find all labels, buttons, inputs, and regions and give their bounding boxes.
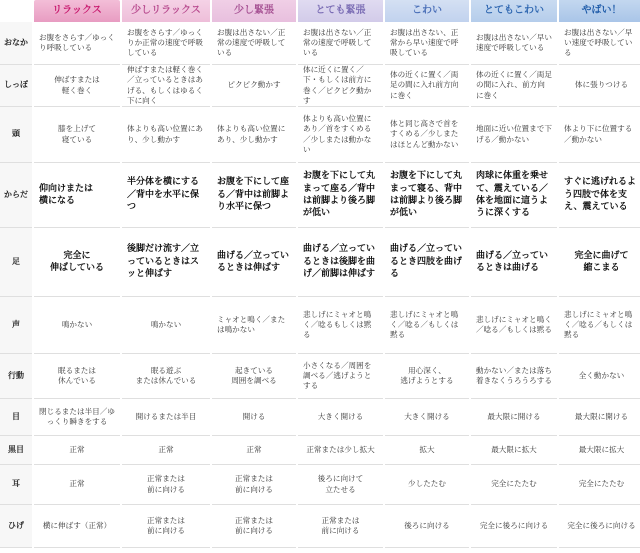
table-cell bbox=[212, 228, 296, 297]
cell-text: 眠るまたは 休んでいる bbox=[58, 365, 96, 385]
table-cell bbox=[559, 436, 640, 465]
cell-text: 体に近くに置く／下・もしくは前方に巻く／ピクピク動かす bbox=[303, 65, 372, 105]
cell-text: 伸ばすまたは 軽く巻く bbox=[54, 75, 100, 95]
table-cell bbox=[34, 354, 120, 399]
table-cell bbox=[298, 297, 383, 354]
cell-text: お腹をさらす／ゆっくりか正常の速度で呼吸している bbox=[127, 27, 203, 57]
table-cell bbox=[471, 354, 557, 399]
table-cell bbox=[212, 22, 296, 65]
column-header: 少しリラックス bbox=[122, 0, 210, 22]
table-cell bbox=[34, 22, 120, 65]
cell-text: 悲しげにミャオと鳴く／唸る／もしくは黙る bbox=[564, 309, 633, 339]
row-header: 行動 bbox=[0, 354, 32, 399]
column-header: やばい！ bbox=[559, 0, 640, 22]
cell-text: 正常または 前に向ける bbox=[235, 515, 273, 535]
row-header: 耳 bbox=[0, 465, 32, 505]
cell-text: 正常 bbox=[69, 479, 85, 489]
cell-text: 少したたむ bbox=[408, 479, 446, 489]
cell-text: 最大限に拡大 bbox=[491, 444, 537, 454]
cell-text: お腹は出さない／早い速度で呼吸している bbox=[564, 27, 633, 57]
cell-text: お腹を下にして座る／背中は前脚より水平に保つ bbox=[217, 177, 290, 213]
cell-text: お腹は出さない／正常の速度で呼吸している bbox=[303, 27, 372, 57]
cell-text: 鳴かない bbox=[150, 319, 182, 329]
cell-text: 閉じるまたは半目／ゆっくり瞬きをする bbox=[39, 406, 115, 426]
table-cell bbox=[122, 107, 210, 163]
row-header: おなか bbox=[0, 22, 32, 65]
table-cell bbox=[212, 399, 296, 436]
cell-text: 後ろに向けて 立たせる bbox=[317, 474, 364, 494]
cell-text: 曲げる／立っているときは曲げる bbox=[476, 250, 549, 273]
table-cell bbox=[471, 465, 557, 505]
table-cell bbox=[298, 228, 383, 297]
table-cell bbox=[471, 65, 557, 107]
table-cell bbox=[298, 399, 383, 436]
column-header: こわい bbox=[385, 0, 469, 22]
cell-text: 動かない／または落ち着きなくうろうろする bbox=[476, 365, 552, 385]
table-cell bbox=[471, 228, 557, 297]
row-header: 頭 bbox=[0, 107, 32, 163]
table-cell bbox=[471, 505, 557, 548]
cell-text: 正常または少し拡大 bbox=[306, 444, 375, 454]
table-cell bbox=[559, 465, 640, 505]
table-cell bbox=[212, 297, 296, 354]
cell-text: 眠る遊ぶ または休んでいる bbox=[135, 365, 197, 385]
cell-text: お腹を下にして丸まって座る／背中は前脚より後ろ脚が低い bbox=[303, 171, 376, 219]
table-cell bbox=[385, 228, 469, 297]
cell-text: 正常または 前に向ける bbox=[147, 474, 185, 494]
table-cell bbox=[34, 399, 120, 436]
table-cell bbox=[385, 465, 469, 505]
cell-text: すぐに逃げれるよう四肢で体を支え、震えている bbox=[564, 177, 637, 213]
cell-text: 伸ばすまたは軽く巻く／立っているときはあげる、もしくはゆるく下に向く bbox=[127, 65, 203, 105]
row-header: ひげ bbox=[0, 505, 32, 548]
row-header: 足 bbox=[0, 228, 32, 297]
cell-text: 拡大 bbox=[419, 444, 435, 454]
table-cell bbox=[471, 107, 557, 163]
table-cell bbox=[122, 228, 210, 297]
row-header: 黒目 bbox=[0, 436, 32, 465]
table-cell bbox=[34, 465, 120, 505]
table-cell bbox=[122, 354, 210, 399]
table-cell bbox=[122, 399, 210, 436]
table-cell bbox=[298, 22, 383, 65]
cell-text: 開ける bbox=[242, 411, 266, 421]
cell-text: 体よりも高い位置にあり、少し動かす bbox=[217, 124, 286, 144]
cell-text: 体と同じ高さで首をすくめる／少しまたはほとんど動かない bbox=[390, 119, 459, 149]
cell-text: お腹を下にして丸まって寝る、背中は前脚より後ろ脚が低い bbox=[390, 171, 463, 219]
row-header: 声 bbox=[0, 297, 32, 354]
column-header: リラックス bbox=[34, 0, 120, 22]
table-cell bbox=[559, 399, 640, 436]
table-cell bbox=[471, 399, 557, 436]
cell-text: 正常 bbox=[246, 444, 262, 454]
table-cell bbox=[34, 228, 120, 297]
cell-text: 正常 bbox=[158, 444, 174, 454]
table-cell bbox=[34, 107, 120, 163]
cell-text: 小さくなる／周囲を調べる／逃げようとする bbox=[303, 360, 372, 390]
table-cell bbox=[122, 163, 210, 228]
cell-text: 最大限に開ける bbox=[574, 411, 629, 421]
table-cell bbox=[122, 505, 210, 548]
cell-text: 全く動かない bbox=[578, 370, 625, 380]
row-header: 目 bbox=[0, 399, 32, 436]
table-cell bbox=[298, 465, 383, 505]
table-cell bbox=[34, 297, 120, 354]
cell-text: 正常または 前に向ける bbox=[147, 515, 185, 535]
table-corner bbox=[0, 0, 32, 22]
cell-text: 体の近くに置く／両足の間に入れ前方向に巻く bbox=[390, 70, 459, 100]
table-cell bbox=[212, 505, 296, 548]
table-cell bbox=[212, 65, 296, 107]
cell-text: 半分体を横にする／背中を水平に保つ bbox=[127, 177, 200, 213]
table-cell bbox=[122, 22, 210, 65]
table-cell bbox=[471, 22, 557, 65]
table-cell bbox=[385, 505, 469, 548]
cell-text: 開けるまたは半目 bbox=[135, 411, 197, 421]
table-cell bbox=[34, 436, 120, 465]
table-cell bbox=[471, 163, 557, 228]
cell-text: 正常または 前に向ける bbox=[235, 474, 273, 494]
cell-text: 鳴かない bbox=[61, 319, 93, 329]
cell-text: 曲げる／立っているときは伸ばす bbox=[217, 250, 290, 273]
cell-text: 体よりも高い位置にあり／首をすくめる／少しまたは動かない bbox=[303, 114, 372, 154]
cell-text: 曲げる／立っているとき四肢を曲げる bbox=[390, 244, 463, 280]
table-cell bbox=[385, 163, 469, 228]
cell-text: お腹は出さない、正常から早い速度で呼吸している bbox=[390, 27, 459, 57]
cell-text: 用心深く、 逃げようとする bbox=[400, 365, 454, 385]
cell-text: 完全に曲げて 縮こまる bbox=[574, 250, 629, 273]
cell-text: お腹は出さない／正常の速度で呼吸している bbox=[217, 27, 286, 57]
cell-text: 地面に近い位置まで下げる／動かない bbox=[476, 124, 552, 144]
table-cell bbox=[471, 436, 557, 465]
cell-text: 膝を上げて 寝ている bbox=[58, 124, 96, 144]
cell-text: 体の近くに置く／両足の間に入れ、前方向に巻く bbox=[476, 70, 552, 100]
cell-text: 仰向けまたは 横になる bbox=[39, 183, 94, 206]
table-cell bbox=[122, 436, 210, 465]
table-cell bbox=[559, 228, 640, 297]
cell-text: 起きている 周囲を調べる bbox=[231, 365, 277, 385]
table-cell bbox=[471, 297, 557, 354]
table-cell bbox=[122, 297, 210, 354]
table-cell bbox=[298, 163, 383, 228]
table-cell bbox=[298, 436, 383, 465]
table-cell bbox=[559, 22, 640, 65]
row-header: しっぽ bbox=[0, 65, 32, 107]
cell-text: 完全に後ろに向ける bbox=[479, 520, 549, 530]
cell-text: 正常 bbox=[69, 444, 85, 454]
cell-text: 体に張りつける bbox=[574, 80, 629, 90]
table-cell bbox=[385, 107, 469, 163]
cell-text: 悲しげにミャオと鳴く／唸るもしくは黙る bbox=[303, 309, 372, 339]
table-cell bbox=[385, 354, 469, 399]
table-cell bbox=[298, 107, 383, 163]
table-cell bbox=[385, 22, 469, 65]
table-cell bbox=[385, 65, 469, 107]
cell-text: 横に伸ばす（正常） bbox=[42, 520, 112, 530]
column-header: とてもこわい bbox=[471, 0, 557, 22]
table-cell bbox=[298, 505, 383, 548]
cell-text: 曲げる／立っているときは後脚を曲げ／前脚は伸ばす bbox=[303, 244, 376, 280]
table-cell bbox=[559, 354, 640, 399]
cell-text: 肉球に体重を乗せて、震えている／体を地面に這うように深くする bbox=[476, 171, 549, 219]
table-cell bbox=[34, 163, 120, 228]
row-header: からだ bbox=[0, 163, 32, 228]
cell-text: 完全に 伸ばしている bbox=[49, 250, 104, 273]
table-cell bbox=[212, 107, 296, 163]
cell-text: 完全に後ろに向ける bbox=[567, 520, 636, 530]
table-cell bbox=[385, 297, 469, 354]
table-cell bbox=[212, 465, 296, 505]
table-cell bbox=[212, 163, 296, 228]
table-cell bbox=[34, 505, 120, 548]
cell-text: 最大限に開ける bbox=[487, 411, 541, 421]
column-header: 少し緊張 bbox=[212, 0, 296, 22]
cell-text: 正常または 前に向ける bbox=[321, 515, 360, 535]
table-cell bbox=[559, 107, 640, 163]
cell-text: 最大限に拡大 bbox=[578, 444, 625, 454]
table-cell bbox=[298, 354, 383, 399]
table-cell bbox=[385, 399, 469, 436]
table-cell bbox=[34, 65, 120, 107]
table-cell bbox=[298, 65, 383, 107]
cell-text: 完全にたたむ bbox=[491, 479, 537, 489]
cell-text: 悲しげにミャオと鳴く／唸る／もしくは黙る bbox=[390, 309, 459, 339]
cell-text: 大きく開ける bbox=[317, 411, 364, 421]
table-cell bbox=[212, 436, 296, 465]
cell-text: ピクピク動かす bbox=[227, 80, 281, 90]
table-cell bbox=[559, 297, 640, 354]
table-cell bbox=[385, 436, 469, 465]
cell-text: ミャオと鳴く／または鳴かない bbox=[217, 314, 286, 334]
cell-text: 体より下に位置する／動かない bbox=[564, 124, 633, 144]
table-cell bbox=[122, 465, 210, 505]
table-cell bbox=[559, 65, 640, 107]
cell-text: 悲しげにミャオと鳴く／唸る／もしくは黙る bbox=[476, 314, 552, 334]
cell-text: 完全にたたむ bbox=[578, 479, 625, 489]
cell-text: お腹をさらす／ゆっくり呼吸している bbox=[39, 32, 115, 52]
table-cell bbox=[122, 65, 210, 107]
column-header: とても緊張 bbox=[298, 0, 383, 22]
cell-text: 後ろに向ける bbox=[404, 520, 450, 530]
cell-text: 大きく開ける bbox=[404, 411, 450, 421]
table-cell bbox=[212, 354, 296, 399]
cell-text: 体よりも高い位置にあり、少し動かす bbox=[127, 124, 203, 144]
table-cell bbox=[559, 505, 640, 548]
table-cell bbox=[559, 163, 640, 228]
cell-text: お腹は出さない／早い速度で呼吸している bbox=[476, 32, 552, 52]
cell-text: 後脚だけ流す／立っているときはスッと伸ばす bbox=[127, 244, 200, 280]
